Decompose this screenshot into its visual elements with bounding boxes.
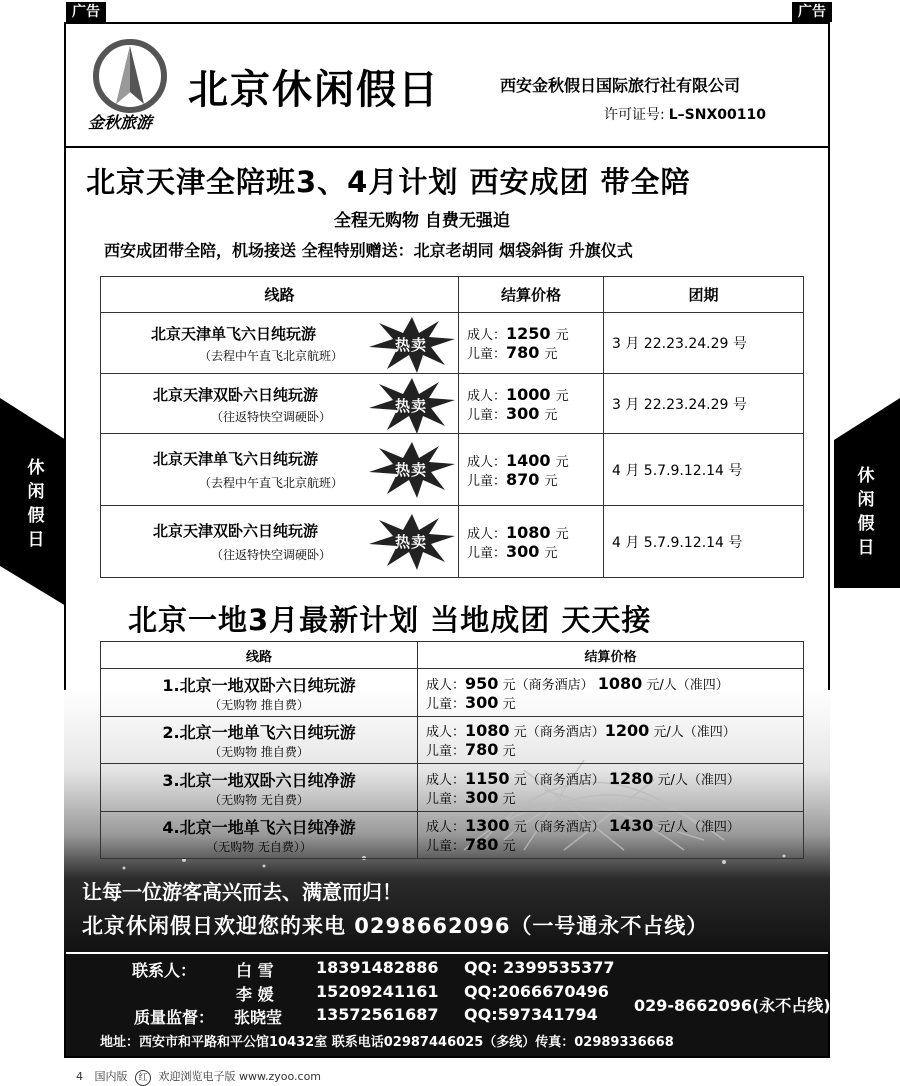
route-note: （无购物 无自费） — [209, 792, 309, 807]
contact-qq-2: QQ:2066670496 — [464, 982, 609, 1001]
edition-label: 国内版 — [94, 1070, 128, 1083]
table1-col-route: 线路 — [101, 277, 459, 313]
route-name: 北京天津双卧六日纯玩游 — [153, 522, 319, 540]
edition-badge-icon: 红 — [135, 1070, 151, 1086]
contact-label-3: 质量监督： — [134, 1008, 215, 1027]
table-row: 3.北京一地双卧六日纯净游 （无购物 无自费） 成人：1150 元（商务酒店） 1280 元/人（准四） 儿童：300 元 — [101, 764, 804, 812]
banner-slogan: 让每一位游客高兴而去、满意而归！ — [82, 880, 402, 904]
table-row: 2.北京一地单飞六日纯玩游 （无购物 推自费） 成人：1080 元（商务酒店）1200 元/人（准四） 儿童：780 元 — [101, 717, 804, 764]
table-row: 1.北京一地双卧六日纯玩游 （无购物 推自费） 成人：950 元（商务酒店） 1080 元/人（准四） 儿童：300 元 — [101, 669, 804, 717]
tour-dates: 4 月 5.7.9.12.14 号 — [604, 434, 804, 506]
route-note: （往返特快空调硬卧） — [211, 548, 332, 562]
hot-sale-badge: 热卖 — [369, 442, 455, 498]
child-price: 300 — [506, 541, 540, 561]
child-price: 780 — [465, 740, 499, 759]
logo-text: 金秋旅游 — [88, 113, 153, 132]
adult-price: 1080 — [465, 721, 510, 740]
child-price: 780 — [465, 835, 499, 854]
license-number: 许可证号: L–SNX00110 — [604, 107, 766, 123]
route-note: （往返特快空调硬卧） — [211, 410, 332, 424]
adult-price: 1250 — [506, 324, 551, 343]
route-note: （无购物 无自费）） — [206, 840, 312, 854]
compass-logo-icon — [90, 38, 170, 116]
route-note: （去程中午直飞北京航班） — [199, 476, 344, 490]
hot-sale-badge: 热卖 — [369, 378, 455, 434]
contact-phone-3: 13572561687 — [316, 1005, 439, 1024]
tour-dates: 4 月 5.7.9.12.14 号 — [604, 506, 804, 578]
contact-address: 地址：西安市和平路和平公馆10432室 联系电话02987446025（多线）传真：02989336668 — [100, 1035, 674, 1050]
tour-dates: 3 月 22.23.24.29 号 — [604, 313, 804, 374]
tour-table-1 — [100, 276, 804, 578]
table1-header-row — [101, 277, 804, 313]
child-price: 300 — [465, 787, 499, 807]
tour-dates: 3 月 22.23.24.29 号 — [604, 374, 804, 434]
contact-hotline: 029-8662096(永不占线) — [634, 996, 831, 1015]
adult-price-4star: 1200 — [604, 721, 650, 740]
route-name: 3.北京一地双卧六日纯净游 — [162, 770, 356, 790]
route-name: 2.北京一地单飞六日纯玩游 — [162, 723, 356, 742]
ad-label-right: 广告 — [792, 2, 832, 22]
website-link[interactable]: 欢迎浏览电子版 www.zyoo.com — [158, 1070, 322, 1083]
child-price: 300 — [465, 692, 499, 712]
banner-hotline: 北京休闲假日欢迎您的来电 0298662096（一号通永不占线） — [82, 914, 709, 938]
adult-price: 1400 — [506, 450, 551, 470]
contact-name-2: 李 媛 — [236, 985, 274, 1004]
contact-label-1: 联系人： — [132, 961, 197, 980]
contact-name-1: 白 雪 — [236, 961, 274, 980]
side-tab-left-text: 休 闲 假 日 — [27, 458, 45, 550]
hot-sale-badge: 热卖 — [369, 317, 455, 373]
table-row: 北京天津双卧六日纯玩游 （往返特快空调硬卧） 热卖 成人：1000 元 儿童：300 元 3 月 22.23.24.29 号 — [101, 374, 804, 434]
child-price: 300 — [506, 403, 540, 423]
hot-sale-badge: 热卖 — [369, 514, 455, 570]
route-note: （无购物 推自费） — [209, 697, 309, 712]
adult-price: 950 — [465, 673, 499, 693]
contact-phone-2: 15209241161 — [316, 982, 439, 1001]
ad-label-left: 广告 — [66, 2, 106, 22]
company-name: 西安金秋假日国际旅行社有限公司 — [500, 76, 741, 95]
table-row: 北京天津双卧六日纯玩游 （往返特快空调硬卧） 热卖 成人：1080 元 儿童：300 元 4 月 5.7.9.12.14 号 — [101, 506, 804, 578]
side-tab-left — [0, 398, 66, 588]
route-name: 4.北京一地单飞六日纯净游 — [162, 818, 356, 837]
route-name: 北京天津单飞六日纯玩游 — [151, 325, 317, 343]
adult-price: 1300 — [465, 816, 510, 835]
tour-table-2 — [100, 641, 804, 859]
child-price: 780 — [506, 343, 540, 362]
table1-col-dates: 团期 — [604, 277, 804, 313]
route-name: 1.北京一地双卧六日纯玩游 — [162, 675, 356, 695]
section2-headline: 北京一地3月最新计划 当地成团 天天接 — [128, 603, 652, 637]
table-row: 北京天津单飞六日纯玩游 （去程中午直飞北京航班） 热卖 成人：1250 元 儿童：780 元 3 月 22.23.24.29 号 — [101, 313, 804, 374]
section1-sub1: 全程无购物 自费无强迫 — [334, 211, 510, 231]
table2-col-price: 结算价格 — [418, 642, 804, 669]
section1-sub2: 西安成团带全陪，机场接送 全程特别赠送：北京老胡同 烟袋斜街 升旗仪式 — [104, 241, 633, 260]
page-title: 北京休闲假日 — [188, 67, 440, 113]
route-name: 北京天津单飞六日纯玩游 — [153, 450, 319, 468]
side-tab-right-text: 休 闲 假 日 — [857, 466, 875, 558]
section1-headline: 北京天津全陪班3、4月计划 西安成团 带全陪 — [86, 165, 691, 199]
company-logo — [90, 38, 170, 134]
adult-price: 1000 — [506, 384, 551, 404]
table1-col-price: 结算价格 — [459, 277, 604, 313]
table-row: 北京天津单飞六日纯玩游 （去程中午直飞北京航班） 热卖 成人：1400 元 儿童：870 元 4 月 5.7.9.12.14 号 — [101, 434, 804, 506]
table2-header-row — [101, 642, 804, 669]
adult-price-4star: 1280 — [608, 768, 654, 788]
contact-qq-3: QQ:597341794 — [464, 1005, 598, 1024]
header-divider — [64, 146, 830, 148]
page-number: 4 — [76, 1070, 83, 1083]
adult-price-4star: 1080 — [597, 673, 643, 693]
table2-col-route: 线路 — [101, 642, 418, 669]
table-row: 4.北京一地单飞六日纯净游 （无购物 无自费）） 成人：1300 元（商务酒店） 1430 元/人（准四） 儿童：780 元 — [101, 812, 804, 859]
page-footer — [76, 1068, 321, 1086]
contact-name-3: 张晓莹 — [234, 1008, 283, 1027]
adult-price-4star: 1430 — [608, 816, 654, 835]
child-price: 870 — [506, 469, 540, 489]
route-name: 北京天津双卧六日纯玩游 — [153, 386, 319, 404]
contact-phone-1: 18391482886 — [316, 958, 439, 977]
route-note: （无购物 推自费） — [209, 745, 309, 759]
contact-qq-1: QQ: 2399535377 — [464, 958, 615, 977]
side-tab-right — [834, 398, 900, 588]
adult-price: 1080 — [506, 522, 551, 542]
adult-price: 1150 — [465, 768, 510, 788]
route-note: （去程中午直飞北京航班） — [199, 349, 344, 363]
